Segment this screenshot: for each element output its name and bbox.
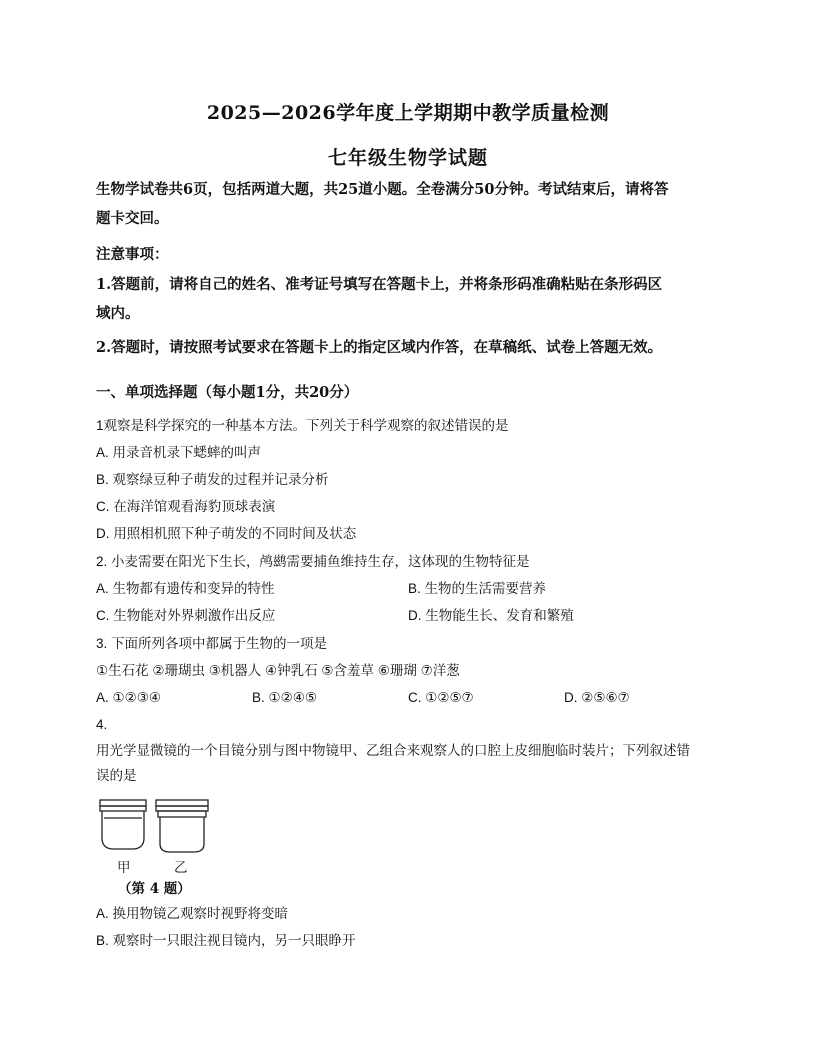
q3-option-a: A. ①②③④	[96, 690, 161, 705]
figure-label-a: 甲	[117, 860, 131, 876]
q2-stem: 2. 小麦需要在阳光下生长，鸬鹚需要捕鱼维持生存，这体现的生物特征是	[96, 554, 530, 569]
q4-stem-line-1: 用光学显微镜的一个目镜分别与图中物镜甲、乙组合来观察人的口腔上皮细胞临时装片；下列叙述错	[96, 743, 690, 758]
objective-lens-b	[156, 800, 208, 852]
q2-option-a: A. 生物都有遗传和变异的特性	[96, 581, 275, 596]
intro-block	[96, 175, 726, 233]
q3-option-b: B. ①②④⑤	[252, 690, 317, 705]
figure-label-b: 乙	[174, 860, 188, 876]
exam-title: 2025—2026学年度上学期期中教学质量检测	[206, 102, 610, 124]
q4-number: 4.	[96, 717, 108, 732]
note-2: 2.答题时，请按照考试要求在答题卡上的指定区域内作答，在草稿纸、试卷上答题无效。	[96, 339, 663, 356]
q1-option-c: C. 在海洋馆观看海豹顶球表演	[96, 499, 276, 514]
q2-option-c: C. 生物能对外界刺激作出反应	[96, 608, 276, 623]
q4-stem-line-2: 误的是	[96, 768, 137, 783]
notes-heading: 注意事项：	[96, 246, 169, 263]
exam-subtitle: 七年级生物学试题	[327, 147, 488, 169]
note-1	[96, 270, 726, 328]
q4-option-b: B. 观察时一只眼注视目镜内，另一只眼睁开	[96, 933, 356, 948]
q1-stem: 1观察是科学探究的一种基本方法。下列关于科学观察的叙述错误的是	[96, 418, 509, 433]
intro-line-2: 题卡交回。	[96, 210, 169, 227]
q2-option-b: B. 生物的生活需要营养	[408, 581, 547, 596]
q3-option-c: C. ①②⑤⑦	[408, 690, 474, 705]
q3-stem: 3. 下面所列各项中都属于生物的一项是	[96, 636, 328, 651]
note-1-line-1: 1.答题前，请将自己的姓名、准考证号填写在答题卡上，并将条形码准确粘贴在条形码区	[96, 276, 663, 293]
q1-option-a: A. 用录音机录下蟋蟀的叫声	[96, 445, 262, 460]
intro-line-1: 生物学试卷共6页，包括两道大题，共25道小题。全卷满分50分钟。考试结束后，请将答	[96, 181, 669, 198]
figure-caption: （第 4 题）	[118, 881, 191, 897]
q1-option-b: B. 观察绿豆种子萌发的过程并记录分析	[96, 472, 329, 487]
q4-option-a: A. 换用物镜乙观察时视野将变暗	[96, 906, 289, 921]
q3-option-d: D. ②⑤⑥⑦	[564, 690, 630, 705]
section-heading: 一、单项选择题（每小题1分，共20分）	[96, 384, 359, 401]
note-1-line-2: 域内。	[96, 305, 140, 322]
q1-option-d: D. 用照相机照下种子萌发的不同时间及状态	[96, 526, 357, 541]
q3-items: ①生石花 ②珊瑚虫 ③机器人 ④钟乳石 ⑤含羞草 ⑥珊瑚 ⑦洋葱	[96, 663, 460, 678]
q2-option-d: D. 生物能生长、发育和繁殖	[408, 608, 574, 623]
objective-lens-a	[100, 800, 146, 849]
